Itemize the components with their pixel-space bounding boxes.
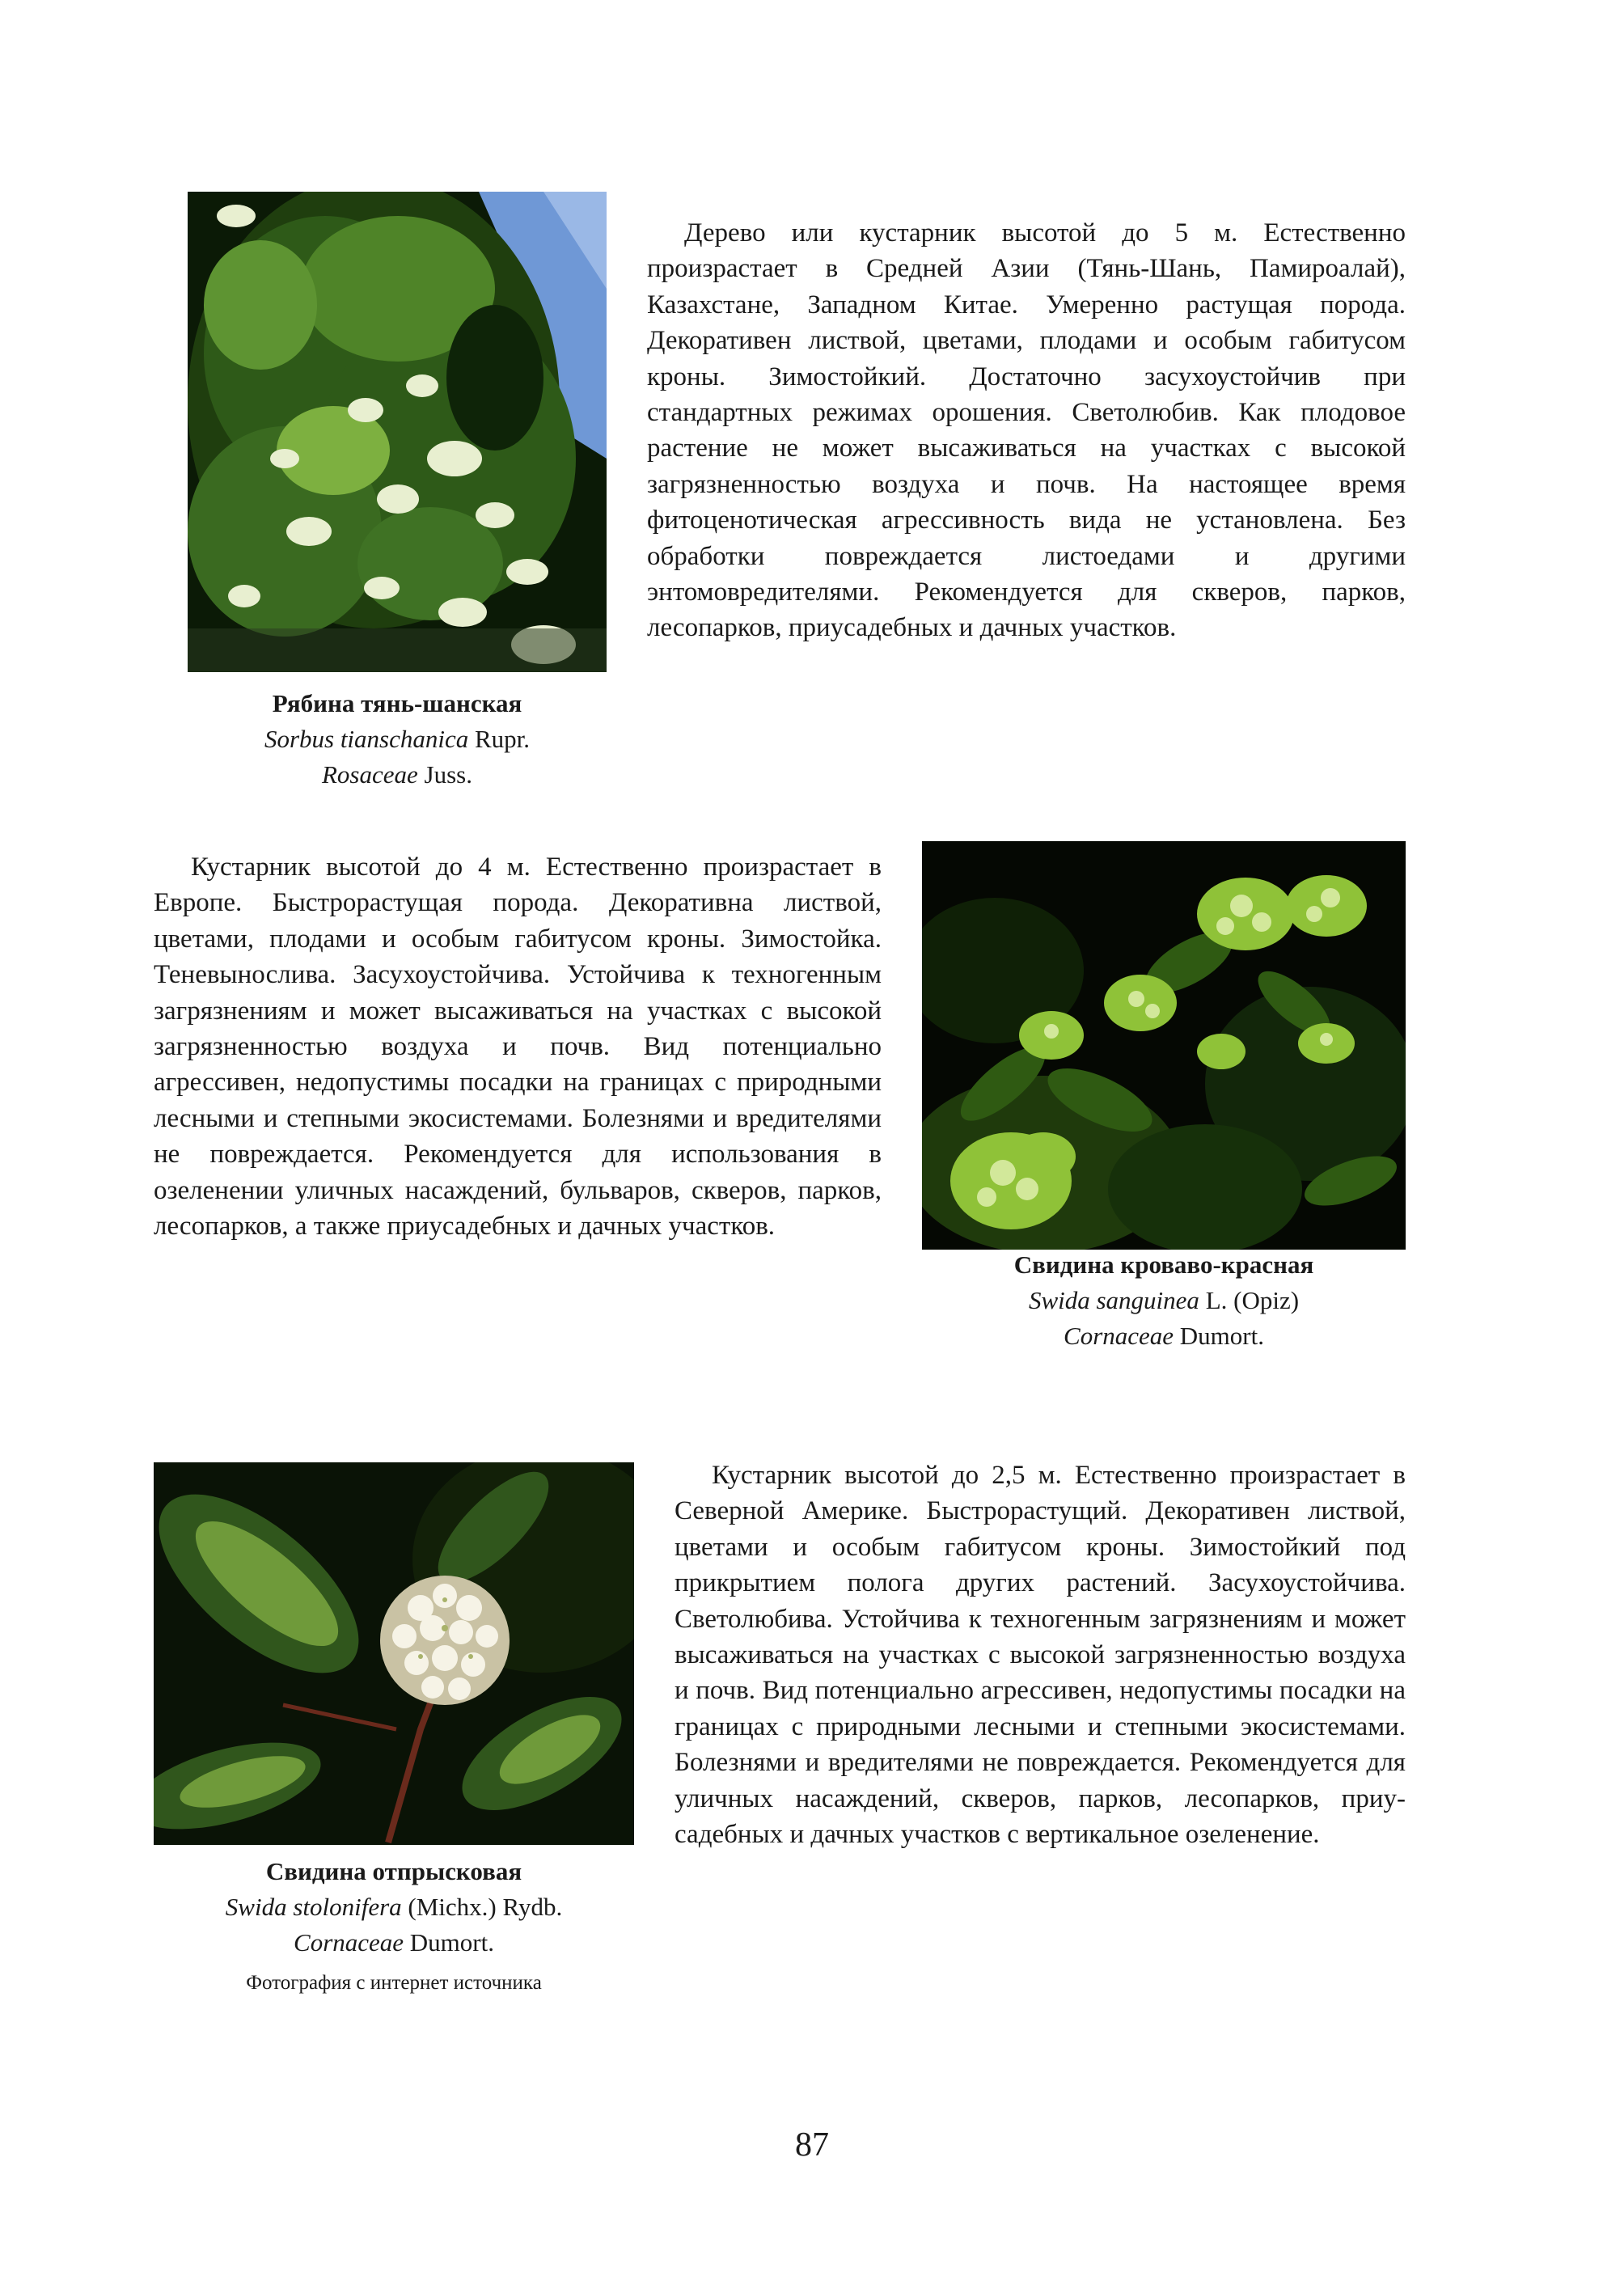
swida-stolonifera-family-line bbox=[154, 1925, 634, 1961]
rowan-russian-name: Рябина тянь-шанская bbox=[272, 689, 522, 717]
swida-stolonifera-latin-name: Swida stolonifera bbox=[225, 1893, 402, 1921]
rowan-family-author: Juss. bbox=[424, 760, 472, 789]
dogwood-buds-image bbox=[922, 841, 1406, 1250]
rowan-latin-name: Sorbus tianschanica bbox=[264, 725, 469, 753]
swida-stolonifera-description: Кустарник высотой до 2,5 м. Естественно произрастает в Северной Америке. Быстрорастущий. Декоративен листвой, цветами и особым габитусом кроны. Зимостойкий под прикрытием полога других растений. Засухоустойчива. Светолюбива. Устойчива к техногенным загрязнениям и может высаживаться на участках с высокой загрязненностью воздуха и почв. Вид потенциально агрессивен, недопустимы посадки на границах с природными лесными и степными экосистемами. Болезнями и вредителями не повреждается. Рекомендуется для уличных насаждений, скверов, парков, лесопарков, приусадебных и дачных участков с вертикальное озеленение. bbox=[675, 1461, 1406, 1850]
rowan-family: Rosaceae bbox=[322, 760, 418, 789]
dogwood-flower-photo bbox=[154, 1462, 634, 1845]
swida-sanguinea-caption bbox=[922, 1247, 1406, 1354]
rowan-latin-line bbox=[188, 721, 607, 757]
swida-sanguinea-family-line bbox=[922, 1318, 1406, 1354]
swida-sanguinea-russian-name: Свидина кроваво-красная bbox=[1013, 1250, 1314, 1279]
photo-source-note: Фотография с интернет источника bbox=[246, 1972, 542, 1994]
page-number: 87 bbox=[795, 2126, 829, 2164]
rowan-tree-photo bbox=[188, 192, 607, 672]
dogwood-flower-image bbox=[154, 1462, 634, 1845]
swida-stolonifera-russian-name: Свидина отпрысковая bbox=[265, 1857, 522, 1885]
swida-stolonifera-latin-author: (Michx.) Rydb. bbox=[408, 1893, 563, 1921]
rowan-family-line bbox=[188, 757, 607, 793]
swida-stolonifera-caption bbox=[154, 1854, 634, 2001]
swida-sanguinea-latin-author: L. (Opiz) bbox=[1205, 1286, 1300, 1314]
swida-stolonifera-family: Cornaceae bbox=[294, 1928, 404, 1957]
rowan-description: Дерево или кустарник высотой до 5 м. Естественно произрастает в Средней Азии (Тянь-Шань, Памироалай), Казахстане, Западном Китае. Умеренно растущая порода. Декоративен листвой, цветами, плодами и особым габитусом кроны. Зимостойкий. Достаточно засухоустойчив при стандартных режимах орошения. Светолюбив. Как плодовое растение не может высаживаться на участках с высокой загрязненностью воздуха и почв. На настоящее время фитоценотическая агрессивность вида не установлена. Без обработки повреждается листоедами и другими энтомовредителями. Рекомендуется для скверов, парков, лесопарков, приусадебных и дачных участков. bbox=[647, 218, 1406, 643]
swida-stolonifera-latin-line bbox=[154, 1889, 634, 1925]
swida-sanguinea-latin-name: Swida sanguinea bbox=[1028, 1286, 1199, 1314]
swida-sanguinea-family: Cornaceae bbox=[1064, 1322, 1174, 1350]
swida-stolonifera-family-author: Dumort. bbox=[409, 1928, 494, 1957]
swida-sanguinea-latin-line bbox=[922, 1283, 1406, 1318]
rowan-caption bbox=[188, 686, 607, 793]
rowan-tree-image bbox=[188, 192, 607, 672]
swida-sanguinea-family-author: Dumort. bbox=[1179, 1322, 1264, 1350]
swida-sanguinea-description: Кустарник высотой до 4 м. Естественно произрастает в Европе. Быстрорастущая порода. Декоративна листвой, цветами, плодами и особым габитусом кроны. Зимостойка. Теневынослива. Засухоустойчива. Устойчива к техногенным загрязнениям и может высаживаться на участках с высокой загрязненностью воздуха и почв. Вид потенциально агрессивен, недопустимы посадки на границах с природными лесными и степными экосистемами. Болезнями и вредителями не повреждается. Рекомендуется для использования в озеленении уличных насаждений, бульваров, скверов, парков, лесопарков, а также приусадебных и дачных участков. bbox=[154, 852, 882, 1242]
dogwood-buds-photo bbox=[922, 841, 1406, 1250]
rowan-latin-author: Rupr. bbox=[475, 725, 531, 753]
